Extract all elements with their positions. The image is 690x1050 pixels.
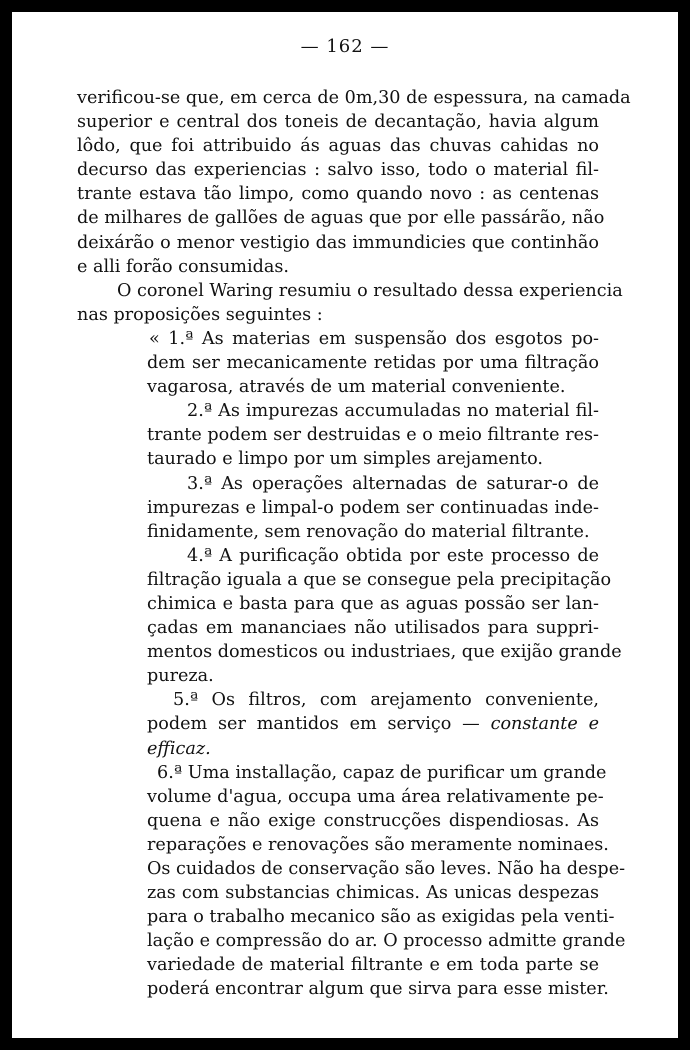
body-text xyxy=(77,86,631,1002)
text-line: impurezas e limpal-o podem ser continuadas inde- xyxy=(147,497,599,518)
proposition-4 xyxy=(77,544,622,689)
italic-phrase: efficaz. xyxy=(147,738,211,759)
page-number: — 162 — xyxy=(300,36,390,57)
italic-phrase: constante e xyxy=(490,714,600,735)
text-line: 3.ª As operações alternadas de saturar-o de xyxy=(187,473,599,494)
proposition-3 xyxy=(77,472,599,544)
text-line: taurado e limpo por um simples arejamento. xyxy=(147,449,543,470)
text-line: vagarosa, através de um material conveniente. xyxy=(147,377,566,398)
text-line: quena e não exige construcções dispendiosas. As xyxy=(147,810,599,831)
proposition-6 xyxy=(77,761,626,1002)
text-fragment: podem ser mantidos em serviço — xyxy=(147,714,480,735)
text-line: lôdo, que foi attribuido ás aguas das chuvas cahidas no xyxy=(77,136,599,157)
text-line: 2.ª As impurezas accumuladas no material fil- xyxy=(187,401,599,422)
text-line: reparações e renovações são meramente nominaes. xyxy=(147,834,609,855)
text-line: volume d'agua, occupa uma área relativamente pe- xyxy=(147,786,604,807)
proposition-5 xyxy=(77,688,599,760)
text-line: lação e compressão do ar. O processo admitte grande xyxy=(147,931,626,952)
text-line: superior e central dos toneis de decantação, havia algum xyxy=(77,112,599,133)
text-line: verificou-se que, em cerca de 0m,30 de espessura, na camada xyxy=(77,88,631,108)
text-line: « 1.ª As materias em suspensão dos esgotos po- xyxy=(149,328,599,349)
text-line: O coronel Waring resumiu o resultado dessa experiencia xyxy=(117,280,623,301)
text-line: trante estava tão limpo, como quando novo : as centenas xyxy=(77,184,599,205)
text-line: finidamente, sem renovação do material filtrante. xyxy=(147,521,590,542)
text-line: decurso das experiencias : salvo isso, todo o material fil- xyxy=(77,160,599,181)
text-line: poderá encontrar algum que sirva para esse mister. xyxy=(147,979,609,1000)
text-line: variedade de material filtrante e em toda parte se xyxy=(147,955,599,976)
text-line: Os cuidados de conservação são leves. Não ha despe- xyxy=(147,859,626,879)
text-line: e alli forão consumidas. xyxy=(77,256,289,277)
text-line: nas proposições seguintes : xyxy=(77,304,323,325)
text-line: para o trabalho mecanico são as exigidas pela venti- xyxy=(147,907,615,928)
text-line: chimica e basta para que as aguas possão ser lan- xyxy=(147,593,599,614)
proposition-1 xyxy=(77,327,599,399)
text-line xyxy=(77,737,599,761)
text-line: 4.ª A purificação obtida por este processo de xyxy=(187,545,599,566)
text-line: zas com substancias chimicas. As unicas despezas xyxy=(147,883,599,904)
paragraph xyxy=(77,86,631,279)
text-line: çadas em mananciaes não utilisados para suppri- xyxy=(147,618,599,639)
text-line: mentos domesticos ou industriaes, que exijão grande xyxy=(147,642,622,663)
paragraph xyxy=(77,279,623,327)
proposition-2 xyxy=(77,399,599,471)
text-line: pureza. xyxy=(147,666,214,687)
text-line xyxy=(77,712,599,736)
text-line: 6.ª Uma installação, capaz de purificar um grande xyxy=(157,762,607,783)
text-line: 5.ª Os filtros, com arejamento conveniente, xyxy=(173,690,599,711)
text-line: filtração iguala a que se consegue pela precipitação xyxy=(147,569,612,590)
text-line: trante podem ser destruidas e o meio filtrante res- xyxy=(147,425,599,446)
text-line: dem ser mecanicamente retidas por uma filtração xyxy=(147,353,599,374)
text-line: de milhares de gallões de aguas que por elle passárão, não xyxy=(77,208,605,229)
text-line: deixárão o menor vestigio das immundicies que continhão xyxy=(77,232,599,253)
